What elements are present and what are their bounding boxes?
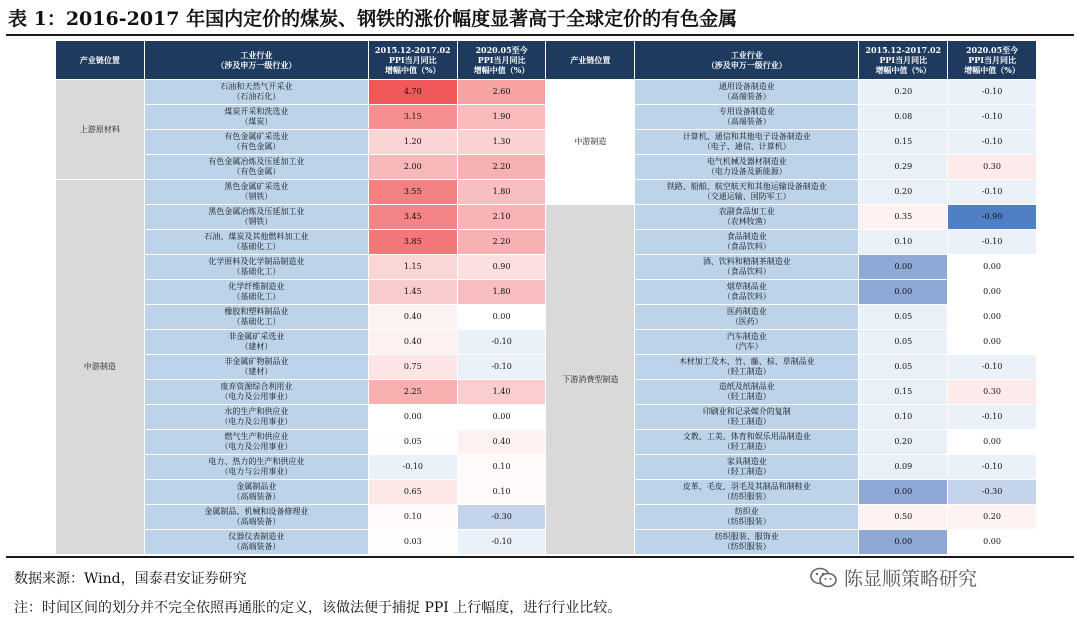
ppi-2015-2017-right: 0.08 <box>859 105 948 130</box>
ppi-2015-2017-left: 0.40 <box>368 330 457 355</box>
industry-name: 木材加工及木、竹、藤、棕、草制品业 <box>678 357 815 366</box>
ppi-2015-2017-left: 0.40 <box>368 305 457 330</box>
ppi-2015-2017-left: 1.20 <box>368 130 457 155</box>
industry-cell <box>144 305 368 330</box>
industry-name: 家具制造业 <box>726 457 767 466</box>
sector-name: （高端装备） <box>722 117 771 126</box>
industry-name: 石油和天然气开采业 <box>220 82 293 91</box>
sector-name: （交通运输、国防军工） <box>702 192 791 201</box>
sector-name: （医药） <box>730 317 763 326</box>
sector-name: （电力及公用事业） <box>220 392 293 401</box>
industry-cell <box>144 505 368 530</box>
ppi-2015-2017-left: 3.15 <box>368 105 457 130</box>
ppi-2020-left: -0.10 <box>457 355 546 380</box>
industry-name: 石油、煤炭及其他燃料加工业 <box>204 232 309 241</box>
industry-name: 黑色金属冶炼及压延加工业 <box>208 207 305 216</box>
industry-name: 铁路、船舶、航空航天和其他运输设备制造业 <box>666 182 827 191</box>
ppi-2015-2017-left: 0.05 <box>368 430 457 455</box>
ppi-2015-2017-right: 0.29 <box>859 155 948 180</box>
ppi-comparison-table <box>55 40 1037 555</box>
industry-name: 金属制品业 <box>236 482 277 491</box>
ppi-2020-left: 1.90 <box>457 105 546 130</box>
industry-cell <box>635 130 859 155</box>
industry-name: 文教、工美、体育和娱乐用品制造业 <box>682 432 811 441</box>
industry-cell <box>144 380 368 405</box>
ppi-2015-2017-left: 0.65 <box>368 480 457 505</box>
ppi-2020-right: -0.10 <box>948 405 1037 430</box>
ppi-2020-right: -0.10 <box>948 180 1037 205</box>
ppi-2020-right: 0.00 <box>948 305 1037 330</box>
ppi-2020-right: 0.00 <box>948 330 1037 355</box>
sector-name: （轻工制造） <box>722 442 771 451</box>
industry-name: 酒、饮料和精制茶制造业 <box>702 257 791 266</box>
industry-name: 橡胶和塑料制品业 <box>224 307 289 316</box>
industry-cell <box>144 430 368 455</box>
sector-name: （轻工制造） <box>722 467 771 476</box>
ppi-2020-left: 1.80 <box>457 280 546 305</box>
industry-cell <box>635 355 859 380</box>
industry-name: 有色金属矿采选业 <box>224 132 289 141</box>
ppi-2020-left: 0.00 <box>457 405 546 430</box>
industry-cell <box>144 230 368 255</box>
industry-name: 仪器仪表制造业 <box>228 532 285 541</box>
industry-cell <box>635 505 859 530</box>
table-row <box>56 80 1037 105</box>
sector-name: （电力与公用事业） <box>220 467 293 476</box>
ppi-2020-right: -0.10 <box>948 130 1037 155</box>
brand-name: 陈显顺策略研究 <box>844 568 978 590</box>
industry-cell <box>144 205 368 230</box>
sector-name: （农林牧渔） <box>722 217 771 226</box>
table-header-row <box>56 41 1037 80</box>
sector-name: （食品饮料） <box>722 242 771 251</box>
sector-name: （建材） <box>240 342 273 351</box>
table-body <box>56 80 1037 555</box>
ppi-2020-left: 0.10 <box>457 480 546 505</box>
ppi-2015-2017-left: 3.85 <box>368 230 457 255</box>
sector-name: （基础化工） <box>232 242 281 251</box>
ppi-2015-2017-left: 1.15 <box>368 255 457 280</box>
industry-name: 电气机械及器材制造业 <box>706 157 787 166</box>
header-industry-right: 工业行业 （涉及申万一级行业） <box>635 41 859 80</box>
industry-name: 非金属矿采选业 <box>228 332 285 341</box>
industry-name: 计算机、通信和其他电子设备制造业 <box>682 132 811 141</box>
ppi-2015-2017-right: 0.15 <box>859 380 948 405</box>
industry-cell <box>144 455 368 480</box>
industry-name: 黑色金属矿采选业 <box>224 182 289 191</box>
ppi-2015-2017-right: 0.20 <box>859 430 948 455</box>
industry-cell <box>144 155 368 180</box>
ppi-2015-2017-left: 0.00 <box>368 405 457 430</box>
ppi-2020-left: 2.60 <box>457 80 546 105</box>
sector-name: （煤炭） <box>240 117 273 126</box>
ppi-2020-left: 0.40 <box>457 430 546 455</box>
header-col1-left: 2015.12-2017.02 PPI当月同比 增幅中值（%） <box>368 41 457 80</box>
ppi-2015-2017-left: 1.45 <box>368 280 457 305</box>
ppi-2015-2017-left: 2.25 <box>368 380 457 405</box>
sector-name: （电力及公用事业） <box>220 417 293 426</box>
ppi-2015-2017-right: 0.00 <box>859 280 948 305</box>
sector-name: （纺织服装） <box>722 517 771 526</box>
industry-name: 皮革、毛皮、羽毛及其制品和制鞋业 <box>682 482 811 491</box>
sector-name: （高端装备） <box>232 542 281 551</box>
ppi-2020-left: 2.20 <box>457 230 546 255</box>
header-chain-left: 产业链位置 <box>56 41 145 80</box>
ppi-2015-2017-left: 0.75 <box>368 355 457 380</box>
ppi-2020-left: -0.30 <box>457 505 546 530</box>
industry-name: 专用设备制造业 <box>718 107 775 116</box>
industry-cell <box>635 530 859 555</box>
ppi-2020-left: 1.80 <box>457 180 546 205</box>
sector-name: （电力设备及新能源） <box>706 167 787 176</box>
ppi-2020-left: 2.20 <box>457 155 546 180</box>
industry-cell <box>144 80 368 105</box>
industry-name: 纺织服装、服饰业 <box>714 532 779 541</box>
sector-name: （高端装备） <box>722 92 771 101</box>
ppi-2020-right: -0.10 <box>948 455 1037 480</box>
industry-name: 农副食品加工业 <box>718 207 775 216</box>
industry-cell <box>635 480 859 505</box>
industry-name: 化学纤维制造业 <box>228 282 285 291</box>
industry-name: 燃气生产和供应业 <box>224 432 289 441</box>
ppi-2015-2017-left: 0.03 <box>368 530 457 555</box>
table-title: 表 1：2016-2017 年国内定价的煤炭、钢铁的涨价幅度显著高于全球定价的有色金属 <box>8 8 738 30</box>
chain-position-right: 中游制造 <box>546 80 635 205</box>
ppi-2015-2017-left: 0.10 <box>368 505 457 530</box>
ppi-2020-left: 1.30 <box>457 130 546 155</box>
bottom-rule <box>6 556 1074 558</box>
sector-name: （基础化工） <box>232 267 281 276</box>
wechat-icon <box>810 567 838 589</box>
industry-name: 印刷业和记录媒介的复制 <box>702 407 791 416</box>
ppi-2015-2017-left: -0.10 <box>368 455 457 480</box>
sector-name: （钢铁） <box>240 192 273 201</box>
sector-name: （食品饮料） <box>722 292 771 301</box>
sector-name: （纺织服装） <box>722 492 771 501</box>
industry-cell <box>144 355 368 380</box>
ppi-2015-2017-right: 0.05 <box>859 355 948 380</box>
ppi-2015-2017-right: 0.20 <box>859 80 948 105</box>
industry-cell <box>635 380 859 405</box>
industry-name: 医药制造业 <box>726 307 767 316</box>
ppi-2020-right: 0.30 <box>948 380 1037 405</box>
ppi-2015-2017-right: 0.10 <box>859 230 948 255</box>
header-col1-right: 2015.12-2017.02 PPI当月同比 增幅中值（%） <box>859 41 948 80</box>
industry-cell <box>635 80 859 105</box>
industry-cell <box>635 430 859 455</box>
ppi-2015-2017-right: 0.00 <box>859 480 948 505</box>
ppi-2015-2017-right: 0.15 <box>859 130 948 155</box>
industry-cell <box>635 405 859 430</box>
ppi-2020-right: -0.90 <box>948 205 1037 230</box>
industry-name: 汽车制造业 <box>726 332 767 341</box>
brand-watermark <box>810 564 977 591</box>
sector-name: （石油石化） <box>232 92 281 101</box>
ppi-2020-right: 0.00 <box>948 280 1037 305</box>
ppi-2020-left: 0.90 <box>457 255 546 280</box>
top-rule <box>6 34 1074 36</box>
ppi-2015-2017-right: 0.05 <box>859 330 948 355</box>
industry-name: 电力、热力的生产和供应业 <box>208 457 305 466</box>
ppi-2020-right: -0.10 <box>948 355 1037 380</box>
industry-cell <box>144 405 368 430</box>
industry-cell <box>635 305 859 330</box>
ppi-2015-2017-right: 0.20 <box>859 180 948 205</box>
chain-position-right: 下游消费型制造 <box>546 205 635 555</box>
sector-name: （汽车） <box>730 342 763 351</box>
sector-name: （轻工制造） <box>722 392 771 401</box>
ppi-2020-right: -0.30 <box>948 480 1037 505</box>
footnote: 注：时间区间的划分并不完全依照再通胀的定义，该做法便于捕捉 PPI 上行幅度，进行行业比较。 <box>14 600 622 616</box>
ppi-2015-2017-right: 0.00 <box>859 255 948 280</box>
ppi-2020-right: -0.10 <box>948 105 1037 130</box>
sector-name: （轻工制造） <box>722 417 771 426</box>
industry-cell <box>144 105 368 130</box>
industry-name: 非金属矿物制品业 <box>224 357 289 366</box>
ppi-2020-right: -0.10 <box>948 80 1037 105</box>
industry-cell <box>635 330 859 355</box>
sector-name: （纺织服装） <box>722 542 771 551</box>
ppi-2020-left: -0.10 <box>457 530 546 555</box>
industry-name: 烟草制品业 <box>726 282 767 291</box>
header-industry-left: 工业行业 （涉及申万一级行业） <box>144 41 368 80</box>
sector-name: （电力及公用事业） <box>220 442 293 451</box>
industry-name: 造纸及纸制品业 <box>718 382 775 391</box>
data-source-note: 数据来源：Wind，国泰君安证券研究 <box>14 571 247 587</box>
industry-name: 食品制造业 <box>726 232 767 241</box>
ppi-2015-2017-left: 4.70 <box>368 80 457 105</box>
ppi-2020-right: 0.20 <box>948 505 1037 530</box>
sector-name: （基础化工） <box>232 317 281 326</box>
ppi-2020-left: -0.10 <box>457 330 546 355</box>
industry-name: 废弃资源综合利用业 <box>220 382 293 391</box>
header-col2-right: 2020.05至今 PPI当月同比 增幅中值（%） <box>948 41 1037 80</box>
sector-name: （食品饮料） <box>722 267 771 276</box>
industry-name: 化学原料及化学制品制造业 <box>208 257 305 266</box>
industry-name: 煤炭开采和洗选业 <box>224 107 289 116</box>
industry-cell <box>635 280 859 305</box>
ppi-2015-2017-right: 0.35 <box>859 205 948 230</box>
industry-cell <box>144 330 368 355</box>
ppi-2020-right: -0.10 <box>948 230 1037 255</box>
industry-cell <box>635 230 859 255</box>
industry-cell <box>144 255 368 280</box>
industry-cell <box>144 130 368 155</box>
ppi-2020-right: 0.00 <box>948 530 1037 555</box>
industry-cell <box>635 205 859 230</box>
sector-name: （高端装备） <box>232 517 281 526</box>
header-col2-left: 2020.05至今 PPI当月同比 增幅中值（%） <box>457 41 546 80</box>
ppi-2020-right: 0.00 <box>948 255 1037 280</box>
industry-name: 有色金属冶炼及压延加工业 <box>208 157 305 166</box>
sector-name: （有色金属） <box>232 167 281 176</box>
ppi-2020-left: 1.40 <box>457 380 546 405</box>
sector-name: （建材） <box>240 367 273 376</box>
sector-name: （高端装备） <box>232 492 281 501</box>
industry-cell <box>635 105 859 130</box>
ppi-2015-2017-right: 0.50 <box>859 505 948 530</box>
industry-cell <box>635 155 859 180</box>
ppi-2015-2017-left: 2.00 <box>368 155 457 180</box>
sector-name: （电子、通信、计算机） <box>702 142 791 151</box>
ppi-2020-left: 2.10 <box>457 205 546 230</box>
industry-cell <box>144 280 368 305</box>
industry-cell <box>144 480 368 505</box>
ppi-2015-2017-left: 3.55 <box>368 180 457 205</box>
chain-position-left: 中游制造 <box>56 180 145 555</box>
ppi-2020-right: 0.30 <box>948 155 1037 180</box>
ppi-2020-left: 0.10 <box>457 455 546 480</box>
industry-cell <box>635 455 859 480</box>
sector-name: （基础化工） <box>232 292 281 301</box>
ppi-2015-2017-right: 0.09 <box>859 455 948 480</box>
industry-name: 通用设备制造业 <box>718 82 775 91</box>
industry-name: 水的生产和供应业 <box>224 407 289 416</box>
industry-cell <box>635 255 859 280</box>
sector-name: （轻工制造） <box>722 367 771 376</box>
ppi-2015-2017-right: 0.10 <box>859 405 948 430</box>
table-row <box>56 205 1037 230</box>
chain-position-left: 上游原材料 <box>56 80 145 180</box>
header-chain-right: 产业链位置 <box>546 41 635 80</box>
ppi-2020-right: 0.00 <box>948 430 1037 455</box>
industry-cell <box>635 180 859 205</box>
industry-name: 金属制品、机械和设备修理业 <box>204 507 309 516</box>
ppi-2015-2017-right: 0.00 <box>859 530 948 555</box>
ppi-2015-2017-right: 0.05 <box>859 305 948 330</box>
sector-name: （有色金属） <box>232 142 281 151</box>
industry-cell <box>144 180 368 205</box>
sector-name: （钢铁） <box>240 217 273 226</box>
ppi-2020-left: 0.00 <box>457 305 546 330</box>
ppi-2015-2017-left: 3.45 <box>368 205 457 230</box>
industry-cell <box>144 530 368 555</box>
industry-name: 纺织业 <box>734 507 759 516</box>
